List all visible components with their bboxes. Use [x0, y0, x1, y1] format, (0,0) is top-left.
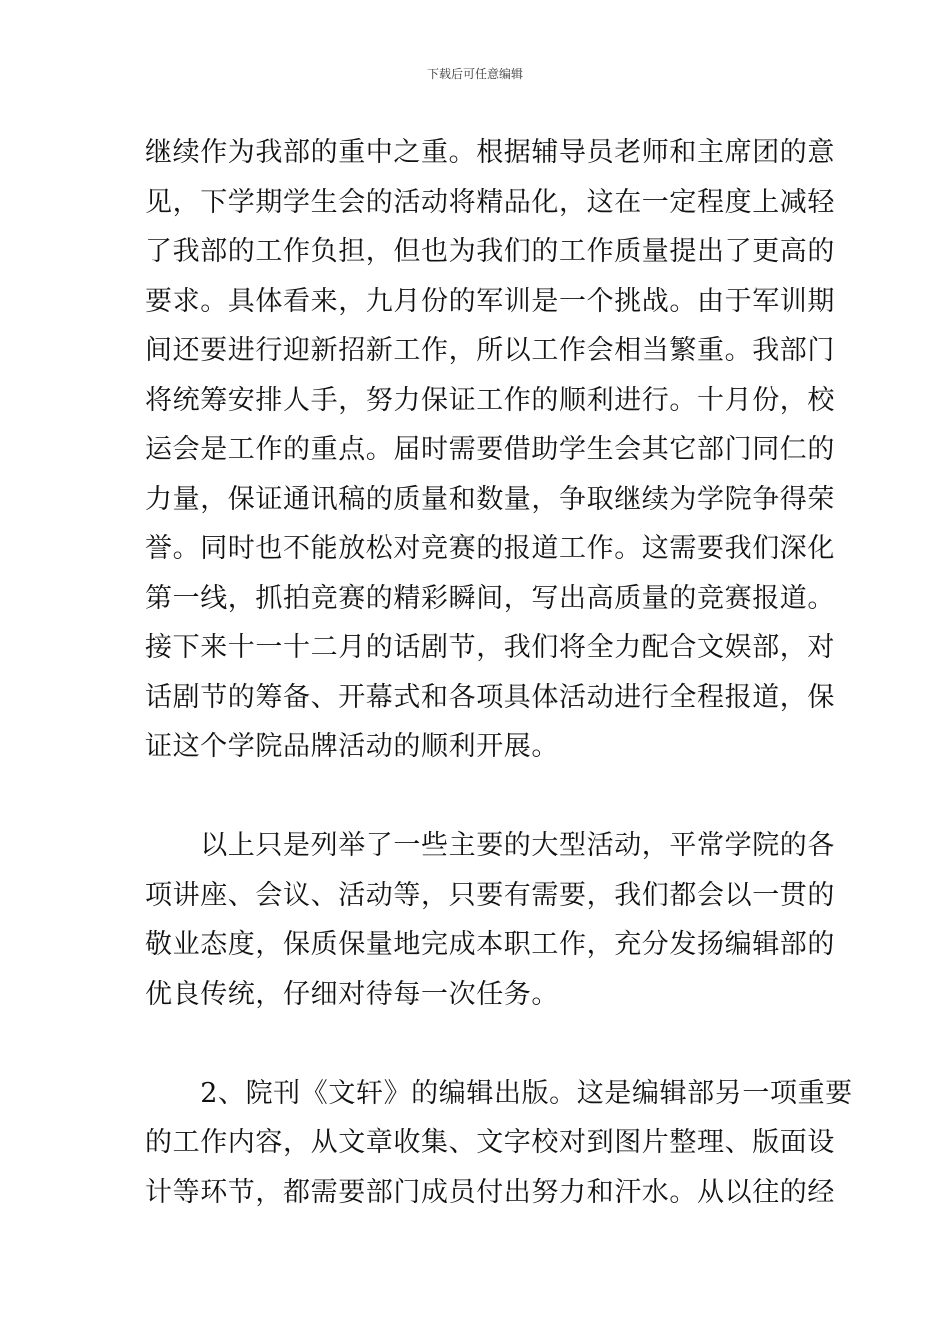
- text-line: 见，下学期学生会的活动将精品化，这在一定程度上减轻: [145, 186, 835, 218]
- text-line: 第一线，抓拍竞赛的精彩瞬间，写出高质量的竞赛报道。: [145, 582, 835, 614]
- text-line: 要求。具体看来，九月份的军训是一个挑战。由于军训期: [145, 285, 835, 317]
- text-line: 誉。同时也不能放松对竞赛的报道工作。这需要我们深化: [145, 533, 835, 564]
- paragraph-gap: [145, 772, 810, 822]
- paragraph-gap: [145, 1019, 810, 1069]
- text-line: 接下来十一十二月的话剧节，我们将全力配合文娱部，对: [145, 632, 835, 663]
- text-line: 的工作内容，从文章收集、文字校对到图片整理、版面设: [145, 1127, 835, 1158]
- text-line: 力量，保证通讯稿的质量和数量，争取继续为学院争得荣: [145, 483, 835, 515]
- text-line: 项讲座、会议、活动等，只要有需要，我们都会以一贯的: [145, 879, 835, 911]
- text-line: 优良传统，仔细对待每一次任务。: [145, 978, 559, 1010]
- text-line: 继续作为我部的重中之重。根据辅导员老师和主席团的意: [145, 137, 835, 168]
- text-line: 计等环节，都需要部门成员付出努力和汗水。从以往的经: [145, 1176, 835, 1208]
- page-header: 下载后可任意编辑: [426, 67, 523, 81]
- text-line: 敬业态度，保质保量地完成本职工作，充分发扬编辑部的: [145, 929, 835, 960]
- text-line: 将统筹安排人手，努力保证工作的顺利进行。十月份，校: [145, 384, 835, 416]
- document-body: [145, 128, 853, 1217]
- text-line: 证这个学院品牌活动的顺利开展。: [145, 731, 559, 762]
- text-line: 2、院刊《文轩》的编辑出版。这是编辑部另一项重要: [145, 1077, 853, 1109]
- text-line: 以上只是列举了一些主要的大型活动，平常学院的各: [145, 830, 835, 861]
- text-line: 运会是工作的重点。届时需要借助学生会其它部门同仁的: [145, 434, 835, 465]
- text-line: 话剧节的筹备、开幕式和各项具体活动进行全程报道，保: [145, 681, 835, 713]
- text-line: 了我部的工作负担，但也为我们的工作质量提出了更高的: [145, 236, 835, 267]
- text-line: 间还要进行迎新招新工作，所以工作会相当繁重。我部门: [145, 335, 835, 366]
